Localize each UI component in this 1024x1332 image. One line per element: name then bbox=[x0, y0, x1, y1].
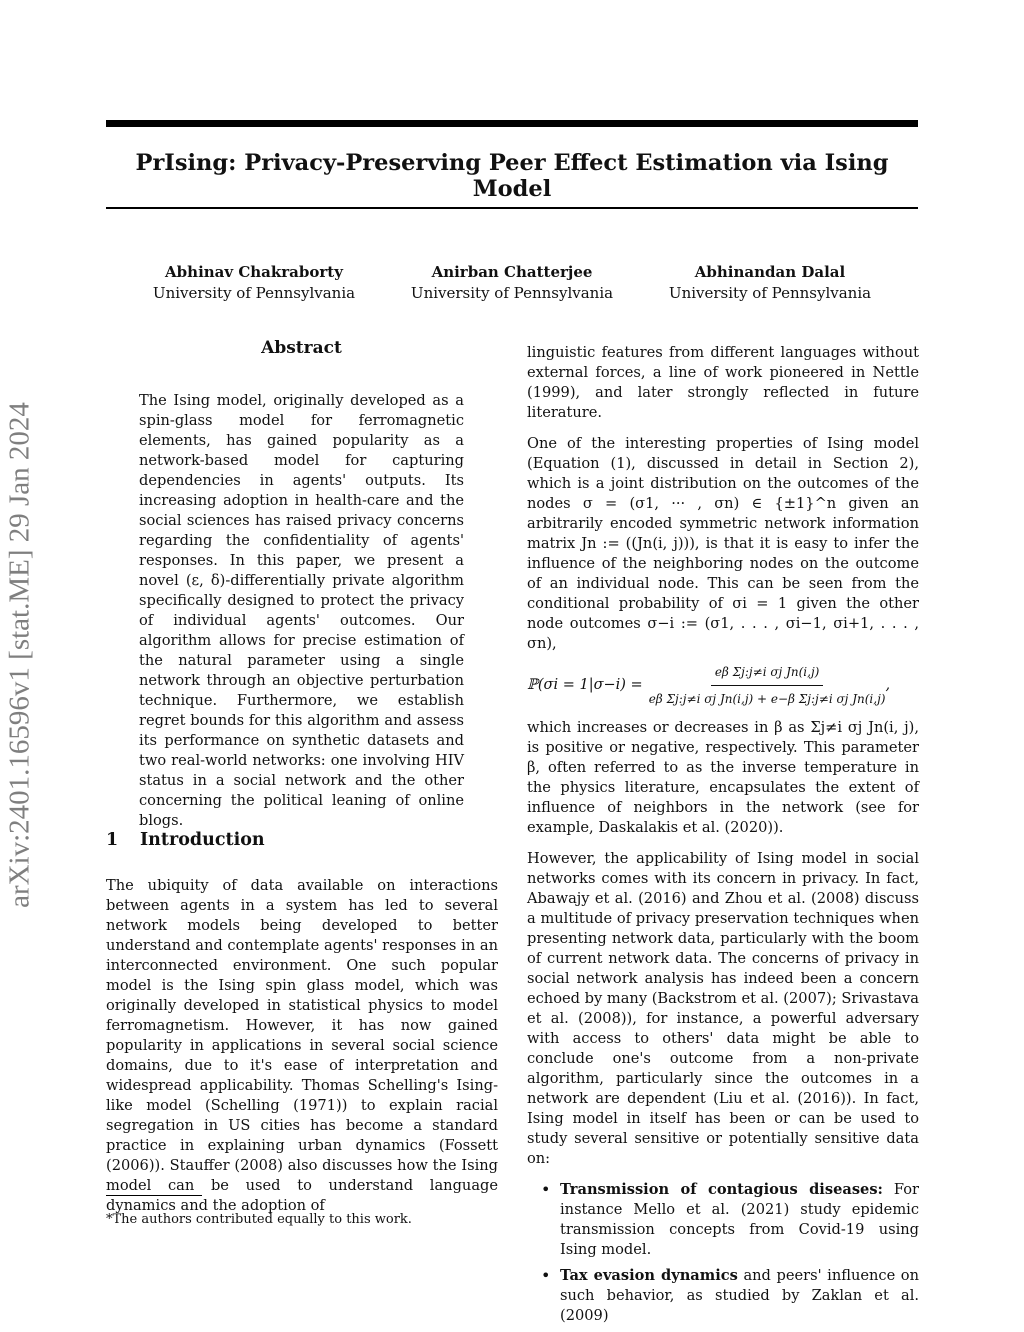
paragraph: linguistic features from different languages without external forces, a line of work pioneered in Nettle (1999), and later strongly reflected in future literature. bbox=[527, 344, 919, 421]
footnote-rule bbox=[106, 1195, 202, 1196]
section-number: 1 bbox=[106, 830, 119, 850]
title-bottom-rule bbox=[106, 207, 918, 209]
conditional-probability-equation bbox=[527, 656, 919, 714]
author-name: Anirban Chatterjee bbox=[431, 263, 593, 281]
paragraph: which increases or decreases in β as Σj≠i σj Jn(i, j), is positive or negative, respectively. This parameter β, often referred to as the inverse temperature in the physics literature, encapsulates the extent of influence of neighbors in the network (see for example, Daskalakis et al. (2020)). bbox=[527, 719, 919, 836]
equation-denominator: eβ Σj:j≠i σj Jn(i,j) + e−β Σj:j≠i σj Jn(i,j) bbox=[648, 691, 886, 706]
equation-lhs: ℙ(σi = 1|σ−i) = bbox=[527, 677, 643, 693]
section-heading bbox=[106, 830, 265, 850]
arxiv-identifier: arXiv:2401.16596v1 [stat.ME] 29 Jan 2024 bbox=[3, 402, 36, 908]
paragraph: One of the interesting properties of Ising model (Equation (1), discussed in detail in Section 2), which is a joint distribution on the outcomes of the nodes σ = (σ1, ··· , σn) ∈ {±1}^n given an arbitrarily encoded symmetric network information matrix Jn := ((Jn(i, j))), is that it is easy to infer the influence of the neighboring nodes on the outcome of an individual node. This can be seen from the conditional probability of σi = 1 given the other node outcomes σ−i := (σ1, . . . , σi−1, σi+1, . . . , σn), bbox=[527, 435, 919, 652]
list-item-text: and peers' influence on such behavior, as studied by Zaklan et al. (2009) bbox=[560, 1267, 919, 1324]
author-2 bbox=[382, 262, 642, 304]
right-column bbox=[527, 343, 919, 1332]
paper-title: PrIsing: Privacy-Preserving Peer Effect Estimation via Ising Model bbox=[135, 150, 889, 202]
author-1 bbox=[124, 262, 384, 304]
abstract-heading: Abstract bbox=[261, 338, 342, 358]
section-title: Introduction bbox=[140, 830, 265, 850]
equation-tail: , bbox=[885, 677, 891, 693]
intro-paragraph: The ubiquity of data available on interactions between agents in a system has led to several network models being developed to better understand and contemplate agents' responses in an interconnected environment. One such popular model is the Ising spin glass model, which was originally developed in statistical physics to model ferromagnetism. However, it has now gained popularity in applications in several social science domains, due to it's ease of interpretation and widespread applicability. Thomas Schelling's Ising-like model (Schelling (1971)) to explain racial segregation in US cities has become a standard practice in explaining urban dynamics (Fossett (2006)). Stauffer (2008) also discusses how the Ising model can be used to understand language dynamics and the adoption of bbox=[106, 877, 498, 1214]
author-name: Abhinav Chakraborty bbox=[165, 263, 343, 281]
list-item bbox=[527, 1180, 919, 1260]
equation-fraction bbox=[649, 662, 886, 709]
footnote: *The authors contributed equally to this work. bbox=[106, 1212, 412, 1227]
list-item bbox=[527, 1266, 919, 1326]
equation-numerator: eβ Σj:j≠i σj Jn(i,j) bbox=[711, 662, 824, 686]
paragraph: However, the applicability of Ising model in social networks comes with its concern in privacy. In fact, Abawajy et al. (2016) and Zhou et al. (2008) discuss a multitude of privacy preservation techniques when presenting network data, particularly with the boom of current network data. The concerns of privacy in social network analysis has indeed been a concern echoed by many (Backstrom et al. (2007); Srivastava et al. (2008)), for instance, a powerful adversary with access to others' data might be able to conclude one's outcome from a non-private algorithm, particularly since the outcomes in a network are dependent (Liu et al. (2016)). In fact, Ising model in itself has been or can be used to study several sensitive or potentially sensitive data on: bbox=[527, 850, 919, 1167]
author-name: Abhinandan Dalal bbox=[694, 263, 846, 281]
author-3 bbox=[640, 262, 900, 304]
list-item-bold: Tax evasion dynamics bbox=[560, 1267, 738, 1284]
author-affiliation: University of Pennsylvania bbox=[152, 284, 356, 302]
author-affiliation: University of Pennsylvania bbox=[410, 284, 614, 302]
list-item-text: For instance Mello et al. (2021) study epidemic transmission concepts from Covid-19 using Ising model. bbox=[560, 1181, 919, 1258]
title-top-rule bbox=[106, 120, 918, 127]
abstract-text: The Ising model, originally developed as a spin-glass model for ferromagnetic elements, has gained popularity as a network-based model for capturing dependencies in agents' outputs. Its increasing adoption in health-care and the social sciences has raised privacy concerns regarding the confidentiality of agents' responses. In this paper, we present a novel (ε, δ)-differentially private algorithm specifically designed to protect the privacy of individual agents' outcomes. Our algorithm allows for precise estimation of the natural parameter using a single network through an objective perturbation technique. Furthermore, we establish regret bounds for this algorithm and assess its performance on synthetic datasets and two real-world networks: one involving HIV status in a social network and the other concerning the political leaning of online blogs. bbox=[139, 392, 464, 829]
list-item-bold: Transmission of contagious diseases: bbox=[560, 1181, 883, 1198]
author-affiliation: University of Pennsylvania bbox=[668, 284, 872, 302]
sensitive-data-list bbox=[527, 1180, 919, 1326]
